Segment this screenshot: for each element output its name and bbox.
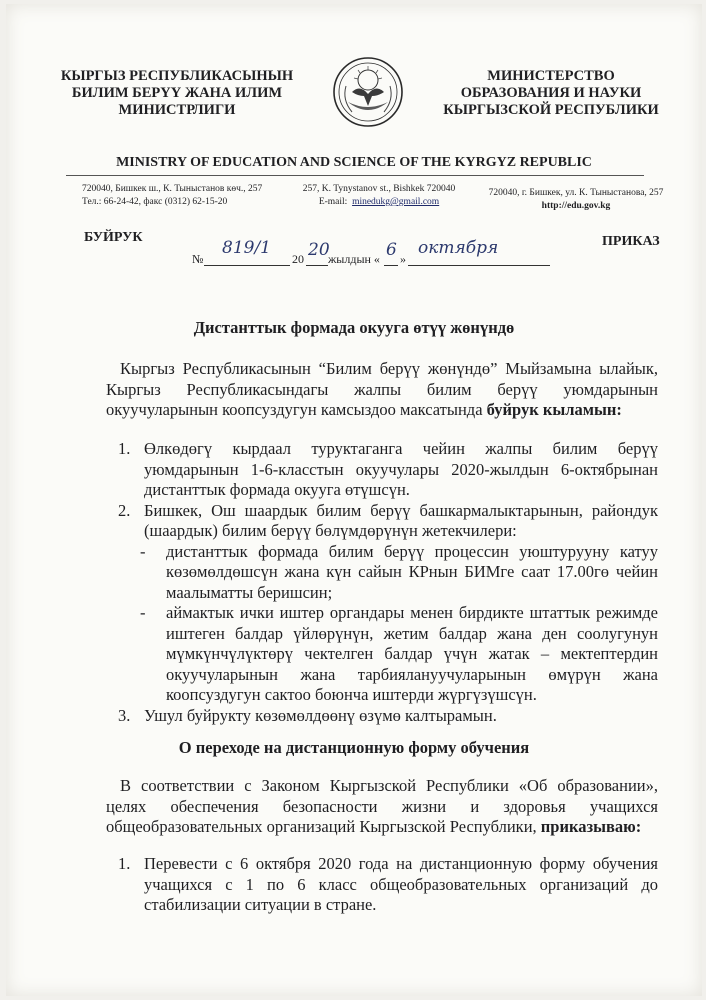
order-label-kg: БУЙРУК: [84, 230, 143, 245]
sub-list-dash: -: [140, 541, 146, 561]
kg-order-list: [118, 439, 658, 726]
order-year-underline: [306, 265, 328, 266]
header-left-line: БИЛИМ БЕРҮҮ ЖАНА ИЛИМ: [71, 85, 283, 101]
kg-intro-text: Кыргыз Республикасынын “Билим берүү жөнүндө” Мыйзамына ылайык, Кыргыз Республикасындагы жалпы билим берүү уюмдарынын окуучуларынын коопсуздугун камсыздоо максатында: [106, 359, 658, 419]
order-month-handwritten: октября: [418, 238, 499, 258]
order-number-handwritten: 819/1: [222, 238, 271, 258]
website-link[interactable]: http://edu.gov.kg: [541, 201, 611, 211]
kg-intro: [106, 359, 658, 421]
list-item-number: 3.: [118, 705, 131, 725]
kyrgyz-state-emblem-icon: [332, 56, 404, 128]
sub-list-dash: -: [140, 603, 146, 622]
list-item: [118, 706, 658, 727]
header-right-line: КЫРГЫЗСКОЙ РЕСПУБЛИКИ: [443, 102, 659, 118]
contact-right-address: 720040, г. Бишкек, ул. К. Тыныстанова, 257: [488, 188, 664, 198]
header-left-line: КЫРГЫЗ РЕСПУБЛИКАСЫНЫН: [60, 68, 294, 84]
ru-title: О переходе на дистанционную форму обучения: [178, 738, 530, 757]
header-right-line: ОБРАЗОВАНИЯ И НАУКИ: [460, 85, 642, 101]
list-item: [118, 501, 658, 542]
contacts-right: [486, 187, 666, 213]
order-year-handwritten: 20: [308, 240, 330, 260]
sub-list-item: [118, 542, 658, 604]
kg-title: Дистанттык формада окууга өтүү жөнүндө: [193, 318, 515, 337]
contact-email: [284, 196, 474, 209]
english-ministry-title: MINISTRY OF EDUCATION AND SCIENCE OF THE KYRGYZ REPUBLIC: [116, 155, 592, 170]
order-number-line: [192, 238, 552, 270]
list-item-text: Перевести с 6 октября 2020 года на дистанционную форму обучения учащихся с 1 по 6 класс общеобразовательных организаций до стабилизации ситуации в стране.: [144, 854, 658, 914]
sub-list-text: дистанттык формада билим берүү процессин уюштурууну катуу көзөмөлдөшсүн жана күн сайын КРнын БИМге саат 17.00гө чейин маалыматты беришсин;: [166, 541, 658, 602]
ru-order-list: [118, 854, 658, 916]
sub-list-item: [118, 603, 658, 706]
contacts-middle: [284, 183, 474, 209]
list-item-number: 2.: [118, 500, 131, 520]
contact-left-phone: Тел.: 66-24-42, факс (0312) 62-15-20: [82, 197, 228, 207]
list-item-number: 1.: [118, 854, 131, 873]
order-year-suffix: жылдын «: [328, 252, 380, 266]
ru-intro: [106, 776, 658, 838]
header-right-line: МИНИСТЕРСТВО: [487, 68, 615, 84]
list-item-text: Бишкек, Ош шаардык билим берүү башкармалыктарынын, райондук (шаардык) билим берүү бөлүмдөрүнүн жетекчилери:: [144, 500, 658, 540]
ru-intro-bold: приказываю:: [540, 817, 642, 836]
document-page: [6, 4, 702, 996]
order-label-ru: ПРИКАЗ: [602, 234, 660, 249]
sub-list-text: аймактык ички иштер органдары менен бирдикте штаттык режимде иштеген балдар үйлөрүнүн, жетим балдар жана ден соолугунун мүмкүнчүлүктөрү чектелген балдар үчүн жатак – мектептердин окуучуларынын жана тарбиялануучуларынын өмүрүн жана коопсуздугун сактоо боюнча иштерди жүргүзүшсүн.: [166, 603, 658, 704]
header-right-block: [426, 68, 676, 119]
email-label: E-mail:: [318, 197, 348, 207]
list-item: [118, 439, 658, 501]
list-item-number: 1.: [118, 439, 131, 458]
ru-intro-text: В соответствии с Законом Кыргызской Республики «Об образовании», целях обеспечения безопасности жизни и здоровья учащихся общеобразовательных организаций Кыргызской Республики,: [106, 776, 658, 836]
order-number-underline: [204, 265, 290, 266]
order-day-suffix: »: [400, 252, 406, 266]
list-item-text: Өлкөдөгү кырдаал туруктаганга чейин жалпы билим берүү уюмдарынын 1-6-класстын окуучулары 2020-жылдын 6-октябрынан дистанттык формада окууга өтүшсүн.: [144, 439, 658, 499]
list-item: [118, 854, 658, 916]
order-month-underline: [408, 265, 550, 266]
list-item-text: Ушул буйрукту көзөмөлдөөнү өзүмө калтырамын.: [144, 705, 497, 725]
header-left-line: МИНИСТРЛИГИ: [118, 102, 236, 118]
order-day-underline: [384, 265, 398, 266]
header-divider: [66, 175, 644, 176]
order-day-handwritten: 6: [386, 240, 397, 260]
contacts-left: [82, 183, 292, 209]
kg-intro-bold: буйрук кыламын:: [486, 400, 622, 419]
header-left-block: [52, 68, 302, 119]
contact-middle-address: 257, K. Tynystanov st., Bishkek 720040: [302, 184, 456, 194]
contact-left-address: 720040, Бишкек ш., К. Тыныстанов көч., 257: [82, 184, 263, 194]
order-year-prefix: 20: [292, 252, 304, 266]
email-link[interactable]: minedukg@gmail.com: [352, 197, 440, 207]
order-no-prefix: №: [192, 252, 204, 266]
